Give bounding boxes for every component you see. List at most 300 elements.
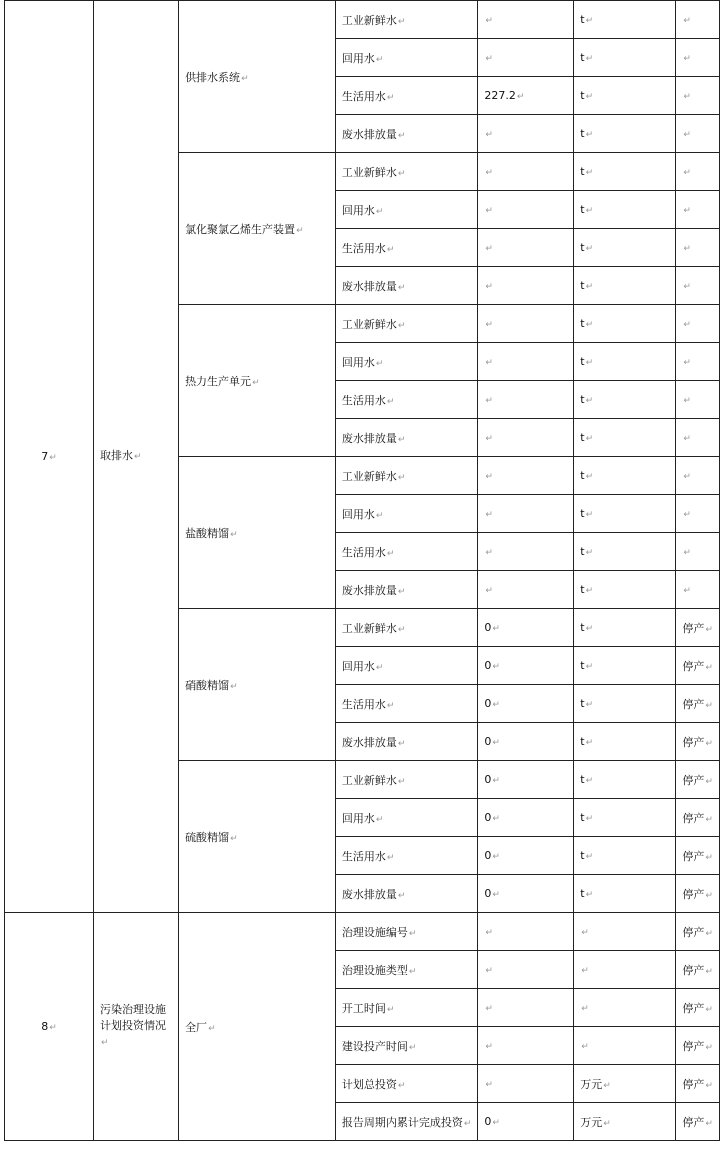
indicator-note xyxy=(676,305,720,343)
indicator-name-text: 工业新鲜水 xyxy=(341,773,397,787)
section-number-text: 7 xyxy=(41,450,49,463)
paragraph-mark-icon: ↵ xyxy=(230,833,238,844)
indicator-unit-text: t xyxy=(580,583,585,596)
paragraph-mark-icon: ↵ xyxy=(485,548,493,558)
paragraph-mark-icon: ↵ xyxy=(386,396,395,407)
indicator-unit-text: t xyxy=(580,469,585,482)
indicator-note-text: 停产 xyxy=(682,887,705,901)
paragraph-mark-icon: ↵ xyxy=(585,738,594,748)
indicator-note xyxy=(676,457,720,495)
indicator-name xyxy=(335,989,478,1027)
paragraph-mark-icon: ↵ xyxy=(208,1023,216,1034)
indicator-unit xyxy=(574,951,676,989)
unit-name xyxy=(179,609,336,761)
paragraph-mark-icon: ↵ xyxy=(375,54,384,65)
indicator-unit xyxy=(574,989,676,1027)
paragraph-mark-icon: ↵ xyxy=(705,928,713,939)
indicator-unit-text: t xyxy=(580,659,585,672)
paragraph-mark-icon: ↵ xyxy=(397,16,406,27)
indicator-note xyxy=(676,799,720,837)
indicator-name xyxy=(335,457,478,495)
paragraph-mark-icon: ↵ xyxy=(241,73,249,84)
paragraph-mark-icon: ↵ xyxy=(386,548,395,559)
indicator-unit-text: t xyxy=(580,697,585,710)
paragraph-mark-icon: ↵ xyxy=(485,396,493,406)
paragraph-mark-icon: ↵ xyxy=(49,453,57,463)
indicator-unit-text: t xyxy=(580,127,585,140)
paragraph-mark-icon: ↵ xyxy=(485,168,493,178)
indicator-note-text: 停产 xyxy=(682,1077,705,1091)
indicator-note xyxy=(676,115,720,153)
indicator-note xyxy=(676,267,720,305)
indicator-note xyxy=(676,989,720,1027)
indicator-name-text: 废水排放量 xyxy=(341,431,397,445)
paragraph-mark-icon: ↵ xyxy=(603,1080,611,1091)
indicator-name-text: 治理设施编号 xyxy=(341,925,408,939)
indicator-name xyxy=(335,267,478,305)
indicator-value-text: 0 xyxy=(484,849,492,862)
indicator-name-text: 废水排放量 xyxy=(341,735,397,749)
indicator-value xyxy=(478,381,574,419)
indicator-name xyxy=(335,837,478,875)
paragraph-mark-icon: ↵ xyxy=(683,586,691,596)
paragraph-mark-icon: ↵ xyxy=(585,320,594,330)
indicator-value xyxy=(478,457,574,495)
indicator-value xyxy=(478,153,574,191)
indicator-note xyxy=(676,419,720,457)
indicator-name xyxy=(335,685,478,723)
indicator-name-text: 回用水 xyxy=(341,203,375,217)
paragraph-mark-icon: ↵ xyxy=(603,1118,611,1129)
indicator-value xyxy=(478,571,574,609)
indicator-note xyxy=(676,1,720,39)
indicator-unit xyxy=(574,1,676,39)
section-number-text: 8 xyxy=(41,1020,49,1033)
paragraph-mark-icon: ↵ xyxy=(397,1080,406,1091)
paragraph-mark-icon: ↵ xyxy=(296,225,304,236)
indicator-name xyxy=(335,1,478,39)
paragraph-mark-icon: ↵ xyxy=(585,548,594,558)
paragraph-mark-icon: ↵ xyxy=(683,548,691,558)
indicator-note xyxy=(676,875,720,913)
indicator-unit-text: t xyxy=(580,431,585,444)
indicator-name xyxy=(335,1065,478,1103)
paragraph-mark-icon: ↵ xyxy=(705,814,713,825)
indicator-note xyxy=(676,153,720,191)
indicator-name-text: 计划总投资 xyxy=(341,1077,397,1091)
indicator-name-text: 工业新鲜水 xyxy=(341,621,397,635)
indicator-name-text: 生活用水 xyxy=(341,393,386,407)
paragraph-mark-icon: ↵ xyxy=(485,206,493,216)
paragraph-mark-icon: ↵ xyxy=(585,510,594,520)
indicator-note xyxy=(676,1065,720,1103)
indicator-value-text: 0 xyxy=(484,621,492,634)
paragraph-mark-icon: ↵ xyxy=(397,168,406,179)
paragraph-mark-icon: ↵ xyxy=(585,662,594,672)
indicator-unit xyxy=(574,1103,676,1141)
indicator-note xyxy=(676,685,720,723)
paragraph-mark-icon: ↵ xyxy=(492,624,500,634)
indicator-name-text: 回用水 xyxy=(341,811,375,825)
indicator-note xyxy=(676,571,720,609)
paragraph-mark-icon: ↵ xyxy=(485,54,493,64)
paragraph-mark-icon: ↵ xyxy=(408,928,417,939)
indicator-name-text: 生活用水 xyxy=(341,697,386,711)
indicator-name xyxy=(335,571,478,609)
unit-name xyxy=(179,761,336,913)
paragraph-mark-icon: ↵ xyxy=(585,168,594,178)
indicator-name-text: 工业新鲜水 xyxy=(341,469,397,483)
indicator-name-text: 生活用水 xyxy=(341,89,386,103)
indicator-value xyxy=(478,837,574,875)
indicator-name xyxy=(335,951,478,989)
indicator-value xyxy=(478,495,574,533)
indicator-unit xyxy=(574,875,676,913)
paragraph-mark-icon: ↵ xyxy=(485,130,493,140)
indicator-value xyxy=(478,77,574,115)
paragraph-mark-icon: ↵ xyxy=(683,54,691,64)
paragraph-mark-icon: ↵ xyxy=(485,1042,493,1052)
indicator-note-text: 停产 xyxy=(682,773,705,787)
paragraph-mark-icon: ↵ xyxy=(485,1080,493,1090)
paragraph-mark-icon: ↵ xyxy=(375,206,384,217)
paragraph-mark-icon: ↵ xyxy=(705,662,713,673)
paragraph-mark-icon: ↵ xyxy=(397,130,406,141)
indicator-unit xyxy=(574,1065,676,1103)
paragraph-mark-icon: ↵ xyxy=(705,700,713,711)
paragraph-mark-icon: ↵ xyxy=(397,472,406,483)
paragraph-mark-icon: ↵ xyxy=(705,1080,713,1091)
paragraph-mark-icon: ↵ xyxy=(705,738,713,749)
paragraph-mark-icon: ↵ xyxy=(408,1042,417,1053)
paragraph-mark-icon: ↵ xyxy=(492,814,500,824)
paragraph-mark-icon: ↵ xyxy=(581,1042,589,1052)
paragraph-mark-icon: ↵ xyxy=(485,966,493,976)
paragraph-mark-icon: ↵ xyxy=(386,1004,395,1015)
indicator-value xyxy=(478,761,574,799)
indicator-unit-text: t xyxy=(580,735,585,748)
indicator-unit-text: t xyxy=(580,51,585,64)
paragraph-mark-icon: ↵ xyxy=(252,377,260,388)
paragraph-mark-icon: ↵ xyxy=(485,320,493,330)
indicator-name-text: 回用水 xyxy=(341,355,375,369)
indicator-name xyxy=(335,723,478,761)
section-category-text: 污染治理设施计划投资情况 xyxy=(100,1003,167,1032)
indicator-note xyxy=(676,77,720,115)
indicator-note xyxy=(676,647,720,685)
indicator-note-text: 停产 xyxy=(682,1115,705,1129)
paragraph-mark-icon: ↵ xyxy=(585,852,594,862)
indicator-value xyxy=(478,1103,574,1141)
indicator-note-text: 停产 xyxy=(682,621,705,635)
indicator-unit-text: t xyxy=(580,621,585,634)
indicator-unit xyxy=(574,77,676,115)
indicator-unit xyxy=(574,381,676,419)
indicator-value xyxy=(478,533,574,571)
indicator-name-text: 工业新鲜水 xyxy=(341,317,397,331)
indicator-note xyxy=(676,381,720,419)
indicator-value xyxy=(478,989,574,1027)
paragraph-mark-icon: ↵ xyxy=(683,396,691,406)
paragraph-mark-icon: ↵ xyxy=(683,358,691,368)
paragraph-mark-icon: ↵ xyxy=(683,282,691,292)
indicator-unit xyxy=(574,799,676,837)
paragraph-mark-icon: ↵ xyxy=(683,510,691,520)
indicator-unit xyxy=(574,457,676,495)
paragraph-mark-icon: ↵ xyxy=(230,529,238,540)
indicator-value-text: 0 xyxy=(484,697,492,710)
indicator-value xyxy=(478,1027,574,1065)
indicator-unit-text: t xyxy=(580,887,585,900)
unit-name xyxy=(179,153,336,305)
paragraph-mark-icon: ↵ xyxy=(585,434,594,444)
paragraph-mark-icon: ↵ xyxy=(585,624,594,634)
paragraph-mark-icon: ↵ xyxy=(386,852,395,863)
paragraph-mark-icon: ↵ xyxy=(397,434,406,445)
indicator-value xyxy=(478,1065,574,1103)
indicator-value-text: 0 xyxy=(484,773,492,786)
paragraph-mark-icon: ↵ xyxy=(705,852,713,863)
paragraph-mark-icon: ↵ xyxy=(585,472,594,482)
paragraph-mark-icon: ↵ xyxy=(492,700,500,710)
indicator-note-text: 停产 xyxy=(682,963,705,977)
indicator-name xyxy=(335,875,478,913)
indicator-unit xyxy=(574,39,676,77)
paragraph-mark-icon: ↵ xyxy=(683,130,691,140)
indicator-note xyxy=(676,723,720,761)
indicator-value xyxy=(478,799,574,837)
paragraph-mark-icon: ↵ xyxy=(492,662,500,672)
indicator-unit xyxy=(574,229,676,267)
paragraph-mark-icon: ↵ xyxy=(683,92,691,102)
unit-name-text: 氯化聚氯乙烯生产装置 xyxy=(185,222,296,236)
indicator-value-text: 0 xyxy=(484,735,492,748)
indicator-unit xyxy=(574,685,676,723)
indicator-unit-text: t xyxy=(580,507,585,520)
paragraph-mark-icon: ↵ xyxy=(705,1042,713,1053)
unit-name-text: 硝酸精馏 xyxy=(185,678,230,692)
indicator-name-text: 废水排放量 xyxy=(341,583,397,597)
paragraph-mark-icon: ↵ xyxy=(397,586,406,597)
unit-name-text: 供排水系统 xyxy=(185,70,241,84)
paragraph-mark-icon: ↵ xyxy=(49,1023,57,1033)
paragraph-mark-icon: ↵ xyxy=(585,130,594,140)
indicator-unit xyxy=(574,343,676,381)
unit-name xyxy=(179,305,336,457)
indicator-value xyxy=(478,267,574,305)
section-category xyxy=(94,913,179,1141)
paragraph-mark-icon: ↵ xyxy=(375,510,384,521)
indicator-unit xyxy=(574,647,676,685)
indicator-value xyxy=(478,419,574,457)
indicator-unit xyxy=(574,761,676,799)
paragraph-mark-icon: ↵ xyxy=(485,282,493,292)
indicator-name xyxy=(335,153,478,191)
indicator-name-text: 废水排放量 xyxy=(341,887,397,901)
indicator-note xyxy=(676,951,720,989)
indicator-name xyxy=(335,647,478,685)
indicator-name-text: 生活用水 xyxy=(341,545,386,559)
table-row xyxy=(5,913,720,951)
water-intake-discharge-table xyxy=(4,0,720,1141)
indicator-unit-text: t xyxy=(580,393,585,406)
indicator-name xyxy=(335,1103,478,1141)
paragraph-mark-icon: ↵ xyxy=(581,928,589,938)
indicator-note-text: 停产 xyxy=(682,925,705,939)
indicator-unit-text: 万元 xyxy=(580,1115,603,1129)
indicator-value xyxy=(478,343,574,381)
indicator-value-text: 0 xyxy=(484,659,492,672)
paragraph-mark-icon: ↵ xyxy=(492,852,500,862)
paragraph-mark-icon: ↵ xyxy=(585,244,594,254)
indicator-unit-text: t xyxy=(580,849,585,862)
paragraph-mark-icon: ↵ xyxy=(683,320,691,330)
indicator-note xyxy=(676,229,720,267)
paragraph-mark-icon: ↵ xyxy=(585,282,594,292)
indicator-note xyxy=(676,39,720,77)
indicator-name-text: 废水排放量 xyxy=(341,127,397,141)
indicator-value xyxy=(478,609,574,647)
paragraph-mark-icon: ↵ xyxy=(375,358,384,369)
indicator-name-text: 工业新鲜水 xyxy=(341,13,397,27)
paragraph-mark-icon: ↵ xyxy=(386,700,395,711)
indicator-unit-text: t xyxy=(580,279,585,292)
indicator-name-text: 回用水 xyxy=(341,51,375,65)
paragraph-mark-icon: ↵ xyxy=(585,16,594,26)
paragraph-mark-icon: ↵ xyxy=(492,890,500,900)
indicator-value xyxy=(478,647,574,685)
indicator-unit-text: t xyxy=(580,241,585,254)
indicator-value-text: 0 xyxy=(484,887,492,900)
indicator-unit-text: t xyxy=(580,89,585,102)
section-category-text: 取排水 xyxy=(100,449,134,462)
paragraph-mark-icon: ↵ xyxy=(375,662,384,673)
indicator-note-text: 停产 xyxy=(682,811,705,825)
paragraph-mark-icon: ↵ xyxy=(683,244,691,254)
unit-name xyxy=(179,913,336,1141)
paragraph-mark-icon: ↵ xyxy=(585,700,594,710)
indicator-note-text: 停产 xyxy=(682,697,705,711)
paragraph-mark-icon: ↵ xyxy=(485,244,493,254)
indicator-unit xyxy=(574,837,676,875)
indicator-name-text: 治理设施类型 xyxy=(341,963,408,977)
unit-name-text: 硫酸精馏 xyxy=(185,830,230,844)
indicator-name xyxy=(335,191,478,229)
indicator-note-text: 停产 xyxy=(682,735,705,749)
indicator-name xyxy=(335,799,478,837)
paragraph-mark-icon: ↵ xyxy=(492,738,500,748)
unit-name-text: 热力生产单元 xyxy=(185,374,252,388)
paragraph-mark-icon: ↵ xyxy=(485,434,493,444)
indicator-note xyxy=(676,343,720,381)
paragraph-mark-icon: ↵ xyxy=(492,1118,500,1128)
indicator-unit xyxy=(574,305,676,343)
indicator-note xyxy=(676,913,720,951)
indicator-name xyxy=(335,609,478,647)
paragraph-mark-icon: ↵ xyxy=(581,966,589,976)
indicator-note-text: 停产 xyxy=(682,659,705,673)
indicator-value xyxy=(478,305,574,343)
indicator-name xyxy=(335,913,478,951)
indicator-unit xyxy=(574,533,676,571)
indicator-note xyxy=(676,761,720,799)
indicator-name xyxy=(335,419,478,457)
paragraph-mark-icon: ↵ xyxy=(463,1118,472,1129)
paragraph-mark-icon: ↵ xyxy=(230,681,238,692)
indicator-note xyxy=(676,495,720,533)
paragraph-mark-icon: ↵ xyxy=(397,320,406,331)
unit-name-text: 全厂 xyxy=(185,1020,208,1034)
paragraph-mark-icon: ↵ xyxy=(585,890,594,900)
section-category xyxy=(94,1,179,913)
paragraph-mark-icon: ↵ xyxy=(375,814,384,825)
paragraph-mark-icon: ↵ xyxy=(683,472,691,482)
indicator-value-text: 227.2 xyxy=(484,89,516,102)
paragraph-mark-icon: ↵ xyxy=(397,890,406,901)
indicator-value xyxy=(478,951,574,989)
paragraph-mark-icon: ↵ xyxy=(683,206,691,216)
indicator-unit xyxy=(574,1027,676,1065)
paragraph-mark-icon: ↵ xyxy=(705,1118,713,1129)
indicator-unit xyxy=(574,723,676,761)
indicator-note xyxy=(676,1027,720,1065)
paragraph-mark-icon: ↵ xyxy=(585,358,594,368)
indicator-unit xyxy=(574,267,676,305)
indicator-unit-text: t xyxy=(580,317,585,330)
indicator-value-text: 0 xyxy=(484,811,492,824)
indicator-name xyxy=(335,115,478,153)
paragraph-mark-icon: ↵ xyxy=(397,624,406,635)
indicator-unit-text: t xyxy=(580,811,585,824)
indicator-name-text: 回用水 xyxy=(341,659,375,673)
indicator-name xyxy=(335,495,478,533)
indicator-note xyxy=(676,533,720,571)
indicator-value xyxy=(478,685,574,723)
indicator-name-text: 生活用水 xyxy=(341,241,386,255)
section-number xyxy=(5,1,94,913)
paragraph-mark-icon: ↵ xyxy=(516,92,525,102)
paragraph-mark-icon: ↵ xyxy=(397,282,406,293)
indicator-note xyxy=(676,837,720,875)
indicator-note xyxy=(676,191,720,229)
indicator-name xyxy=(335,1027,478,1065)
paragraph-mark-icon: ↵ xyxy=(485,16,493,26)
indicator-name xyxy=(335,761,478,799)
paragraph-mark-icon: ↵ xyxy=(585,54,594,64)
paragraph-mark-icon: ↵ xyxy=(408,966,417,977)
indicator-unit xyxy=(574,609,676,647)
indicator-name xyxy=(335,229,478,267)
indicator-unit-text: t xyxy=(580,355,585,368)
paragraph-mark-icon: ↵ xyxy=(386,92,395,103)
indicator-note-text: 停产 xyxy=(682,1001,705,1015)
paragraph-mark-icon: ↵ xyxy=(485,358,493,368)
paragraph-mark-icon: ↵ xyxy=(705,624,713,635)
indicator-unit xyxy=(574,913,676,951)
indicator-unit xyxy=(574,419,676,457)
indicator-value xyxy=(478,229,574,267)
indicator-value-text: 0 xyxy=(484,1115,492,1128)
paragraph-mark-icon: ↵ xyxy=(485,928,493,938)
indicator-note xyxy=(676,609,720,647)
indicator-value xyxy=(478,723,574,761)
paragraph-mark-icon: ↵ xyxy=(585,396,594,406)
paragraph-mark-icon: ↵ xyxy=(683,434,691,444)
paragraph-mark-icon: ↵ xyxy=(485,510,493,520)
paragraph-mark-icon: ↵ xyxy=(101,1038,109,1048)
indicator-name xyxy=(335,343,478,381)
paragraph-mark-icon: ↵ xyxy=(581,1004,589,1014)
